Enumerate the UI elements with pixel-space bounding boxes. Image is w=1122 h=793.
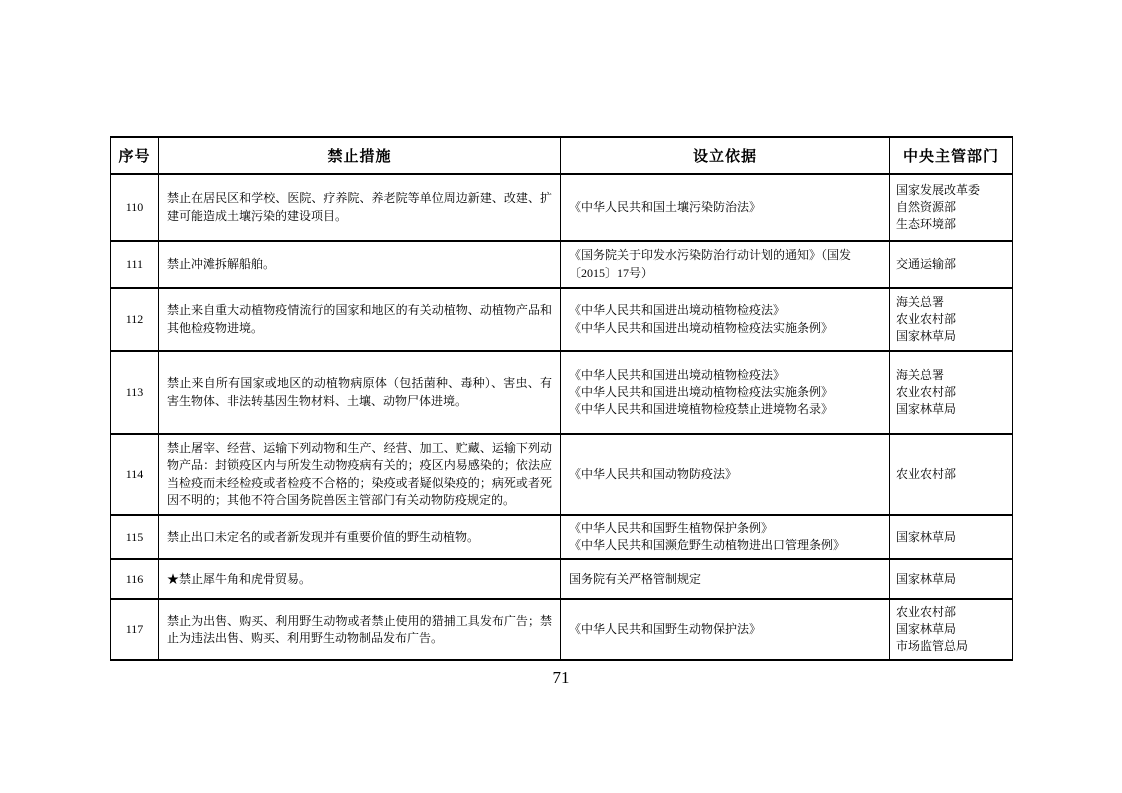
- row-departments: [890, 515, 1013, 559]
- table-header: [111, 137, 1013, 174]
- page-number: 71: [552, 668, 570, 687]
- row-seq: 111: [111, 241, 159, 288]
- row-measure: 禁止屠宰、经营、运输下列动物和生产、经营、加工、贮藏、运输下列动物产品：封锁疫区内与所发生动物疫病有关的；疫区内易感染的；依法应当检疫而未经检疫或者检疫不合格的；染疫或者疑似染疫的；病死或者死因不明的；其他不符合国务院兽医主管部门有关动物防疫规定的。: [159, 434, 561, 515]
- row-seq: 114: [111, 434, 159, 515]
- row-measure: ★禁止犀牛角和虎骨贸易。: [159, 559, 561, 599]
- department-line: 国家发展改革委: [896, 182, 981, 197]
- department-line: 农业农村部: [896, 384, 957, 399]
- basis-line: 《中华人民共和国土壤污染防治法》: [569, 199, 762, 214]
- basis-line: 《中华人民共和国进出境动植物检疫法实施条例》: [569, 384, 834, 399]
- department-line: 国家林草局: [896, 402, 957, 417]
- row-departments: [890, 351, 1013, 434]
- basis-line: 《中华人民共和国野生植物保护条例》: [569, 521, 774, 535]
- row-seq: 115: [111, 515, 159, 559]
- column-header-department: 中央主管部门: [890, 137, 1013, 174]
- row-seq: 117: [111, 599, 159, 660]
- row-measure: 禁止来自重大动植物疫情流行的国家和地区的有关动植物、动植物产品和其他检疫物进境。: [159, 288, 561, 351]
- row-seq: 116: [111, 559, 159, 599]
- row-measure: 禁止冲滩拆解船舶。: [159, 241, 561, 288]
- row-departments: [890, 434, 1013, 515]
- department-line: 自然资源部: [896, 199, 957, 214]
- department-line: 国家林草局: [896, 571, 957, 586]
- row-basis: [561, 559, 890, 599]
- department-line: 生态环境部: [896, 217, 957, 232]
- basis-line: 《中华人民共和国动物防疫法》: [569, 466, 738, 481]
- table-body: [111, 174, 1013, 660]
- column-header-measure: 禁止措施: [159, 137, 561, 174]
- row-basis: [561, 434, 890, 515]
- header-row: [111, 137, 1013, 174]
- department-line: 农业农村部: [896, 605, 957, 620]
- row-basis: [561, 515, 890, 559]
- row-departments: [890, 599, 1013, 660]
- row-measure: 禁止来自所有国家或地区的动植物病原体（包括菌种、毒种）、害虫、有害生物体、非法转基因生物材料、土壤、动物尸体进境。: [159, 351, 561, 434]
- basis-line: 《中华人民共和国进境植物检疫禁止进境物名录》: [569, 402, 834, 417]
- column-header-basis: 设立依据: [561, 137, 890, 174]
- department-line: 国家林草局: [896, 329, 957, 344]
- table-row: [111, 174, 1013, 241]
- row-seq: 113: [111, 351, 159, 434]
- department-line: 国家林草局: [896, 622, 957, 637]
- row-basis: [561, 241, 890, 288]
- basis-line: 《中华人民共和国进出境动植物检疫法》: [569, 367, 786, 382]
- prohibition-measures-table: [110, 136, 1013, 661]
- row-seq: 110: [111, 174, 159, 241]
- department-line: 国家林草局: [896, 529, 957, 544]
- row-measure: 禁止在居民区和学校、医院、疗养院、养老院等单位周边新建、改建、扩建可能造成土壤污染的建设项目。: [159, 174, 561, 241]
- table-row: [111, 241, 1013, 288]
- row-departments: [890, 559, 1013, 599]
- table-row: [111, 515, 1013, 559]
- row-departments: [890, 288, 1013, 351]
- basis-line: 《中华人民共和国濒危野生动植物进出口管理条例》: [569, 538, 846, 553]
- row-basis: [561, 288, 890, 351]
- row-measure: 禁止出口未定名的或者新发现并有重要价值的野生动植物。: [159, 515, 561, 559]
- basis-line: 国务院有关严格管制规定: [569, 571, 702, 586]
- department-line: 市场监管总局: [896, 639, 969, 654]
- basis-line: 《国务院关于印发水污染防治行动计划的通知》（国发〔2015〕17号）: [569, 248, 852, 280]
- table-row: [111, 351, 1013, 434]
- department-line: 海关总署: [896, 294, 945, 309]
- table-row: [111, 599, 1013, 660]
- table-row: [111, 559, 1013, 599]
- department-line: 农业农村部: [896, 311, 957, 326]
- row-basis: [561, 599, 890, 660]
- row-seq: 112: [111, 288, 159, 351]
- column-header-seq: 序号: [111, 137, 159, 174]
- table-row: [111, 288, 1013, 351]
- department-line: 交通运输部: [896, 256, 957, 271]
- department-line: 海关总署: [896, 367, 945, 382]
- table-row: [111, 434, 1013, 515]
- basis-line: 《中华人民共和国进出境动植物检疫法实施条例》: [569, 320, 834, 335]
- basis-line: 《中华人民共和国进出境动植物检疫法》: [569, 303, 786, 318]
- row-basis: [561, 174, 890, 241]
- row-departments: [890, 241, 1013, 288]
- row-departments: [890, 174, 1013, 241]
- basis-line: 《中华人民共和国野生动物保护法》: [569, 622, 762, 637]
- row-measure: 禁止为出售、购买、利用野生动物或者禁止使用的猎捕工具发布广告；禁止为违法出售、购买、利用野生动物制品发布广告。: [159, 599, 561, 660]
- row-basis: [561, 351, 890, 434]
- department-line: 农业农村部: [896, 466, 957, 481]
